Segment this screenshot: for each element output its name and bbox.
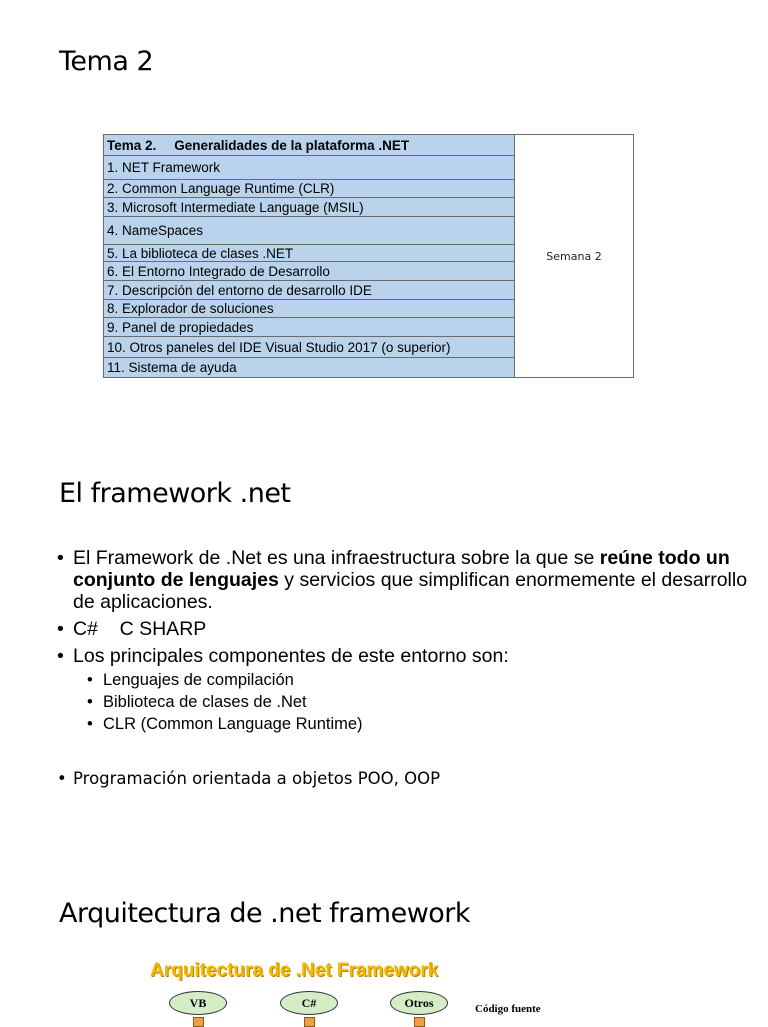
diagram-title: Arquitectura de .Net Framework [150, 960, 439, 981]
topic-cell: 2. Common Language Runtime (CLR) [104, 180, 515, 198]
framework-bullets [57, 547, 757, 795]
topic-cell: 3. Microsoft Intermediate Language (MSIL) [104, 198, 515, 217]
section-title-framework: El framework .net [59, 478, 291, 509]
topics-table [103, 134, 634, 378]
oval-csharp: C# [280, 991, 338, 1015]
header-number: Tema 2. [107, 137, 157, 153]
oval-vb: VB [169, 991, 227, 1015]
bullet-oop: • Programación orientada a objetos POO, OOP [57, 768, 757, 790]
topic-cell: 8. Explorador de soluciones [104, 300, 515, 318]
section-title-tema: Tema 2 [59, 46, 154, 77]
connector-stub [414, 1017, 425, 1027]
table-header-row [104, 135, 634, 156]
topic-cell: 5. La biblioteca de clases .NET [104, 245, 515, 262]
bullet-text: y servicios que simplifican enormemente el desarrollo de aplicaciones. [73, 569, 748, 613]
week-cell: Semana 2 [515, 135, 634, 378]
architecture-diagram [150, 960, 570, 1024]
source-code-label: Código fuente [475, 1003, 541, 1015]
topic-cell: 7. Descripción del entorno de desarrollo IDE [104, 281, 515, 300]
connector-stub [304, 1017, 315, 1027]
bullet-text: El Framework de .Net es una infraestructura sobre la que se [73, 547, 600, 569]
topic-cell: 4. NameSpaces [104, 217, 515, 245]
topic-cell: 11. Sistema de ayuda [104, 358, 515, 378]
topic-cell: 9. Panel de propiedades [104, 318, 515, 337]
topic-cell: 10. Otros paneles del IDE Visual Studio 2017 (o superior) [104, 337, 515, 358]
table-header-cell [104, 135, 515, 156]
bullet-bold-text: reúne todo un conjunto de lenguajes [73, 547, 730, 591]
sub-bullet: • Lenguajes de compilación [87, 669, 757, 691]
topic-cell: 6. El Entorno Integrado de Desarrollo [104, 262, 515, 281]
header-text: Generalidades de la plataforma .NET [174, 137, 410, 153]
bullet-infrastructure [57, 547, 757, 613]
sub-bullet: • CLR (Common Language Runtime) [87, 713, 757, 735]
oval-otros: Otros [390, 991, 448, 1015]
section-title-architecture: Arquitectura de .net framework [59, 898, 471, 929]
topic-cell: 1. NET Framework [104, 156, 515, 180]
connector-stub [193, 1017, 204, 1027]
bullet-csharp: • C# C SHARP [57, 618, 757, 640]
bullet-components: • Los principales componentes de este entorno son: [57, 645, 757, 667]
sub-bullet: • Biblioteca de clases de .Net [87, 691, 757, 713]
